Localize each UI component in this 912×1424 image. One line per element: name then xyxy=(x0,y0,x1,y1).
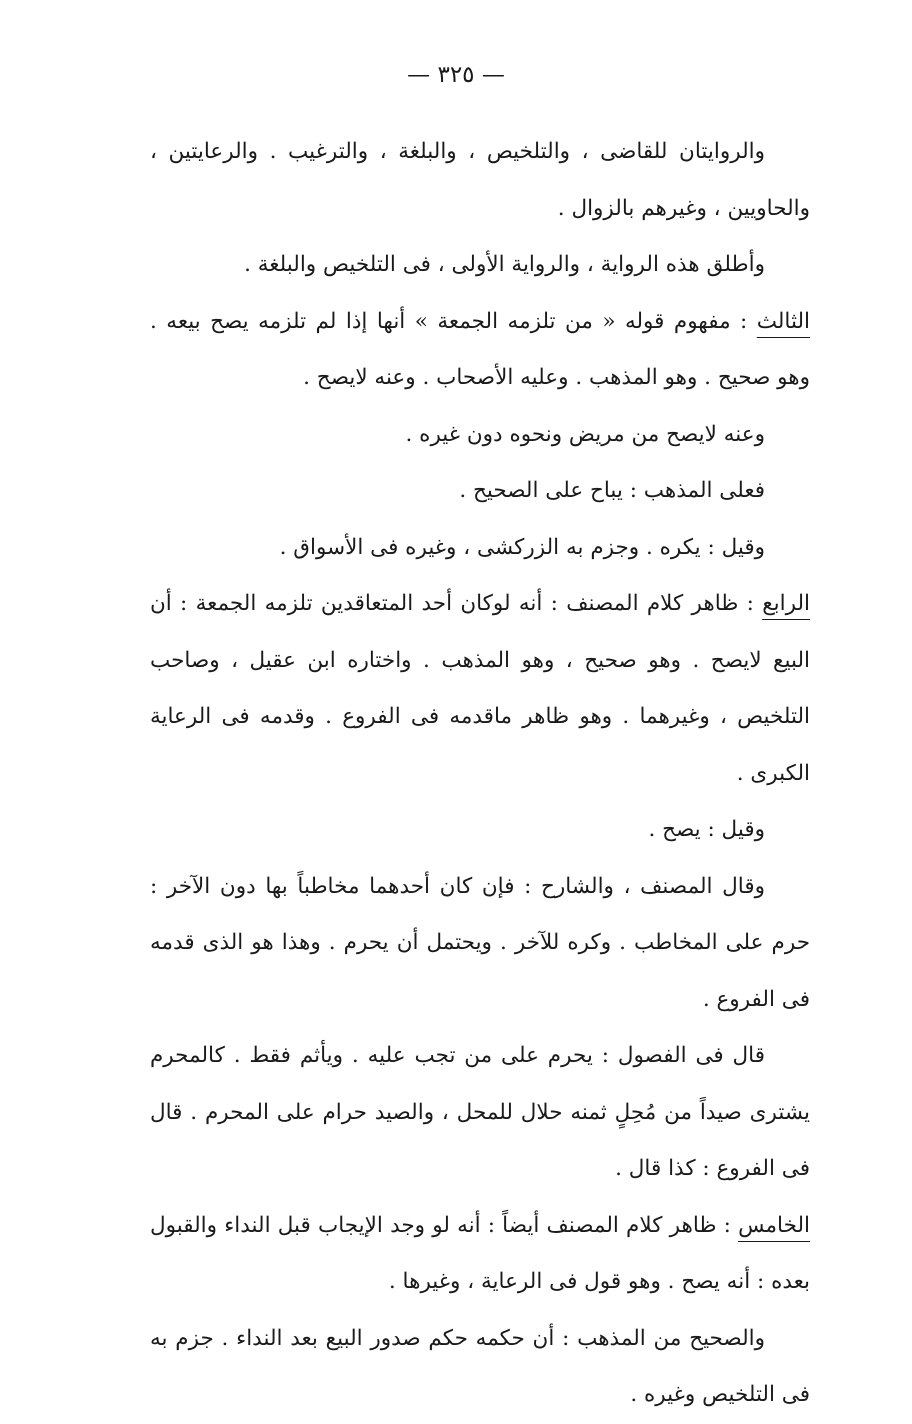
paragraph-text: وعنه لايصح من مريض ونحوه دون غيره . xyxy=(405,421,765,447)
paragraph-text: والصحيح من المذهب : أن حكمه حكم صدور البيع بعد النداء . جزم به فى التلخيص وغيره . xyxy=(150,1325,810,1407)
paragraph xyxy=(150,294,810,407)
paragraph-text: وقيل : يصح . xyxy=(648,817,765,842)
paragraph-text: فعلى المذهب : يباح على الصحيح . xyxy=(459,478,765,503)
paragraph-text: : ظاهر كلام المصنف أيضاً : أنه لو وجد الإيجاب قبل النداء والقبول بعده : أنه يصح . وهو قول فى الرعاية ، وغيرها . xyxy=(150,1212,810,1294)
paragraph xyxy=(150,576,810,802)
paragraph-text: وقال المصنف ، والشارح : فإن كان أحدهما مخاطباً بها دون الآخر : حرم على المخاطب . وكره للآخر . ويحتمل أن يحرم . وهذا هو الذى قدمه فى الفروع . xyxy=(150,873,810,1012)
body-text xyxy=(150,124,810,1424)
paragraph-text: : مفهوم قوله « من تلزمه الجمعة » أنها إذا لم تلزمه يصح بيعه . وهو صحيح . وهو المذهب . وعليه الأصحاب . وعنه لايصح . xyxy=(150,308,810,390)
page-number: — ٣٢٥ — xyxy=(407,62,505,88)
section-heading-fourth: الرابع xyxy=(762,591,810,616)
paragraph xyxy=(150,1198,810,1311)
paragraph xyxy=(150,237,810,294)
section-heading-fifth: الخامس xyxy=(738,1212,810,1238)
paragraph-text: وأطلق هذه الرواية ، والرواية الأولى ، فى التلخيص والبلغة . xyxy=(244,252,765,277)
paragraph-text: وقيل : يكره . وجزم به الزركشى ، وغيره فى الأسواق . xyxy=(279,534,765,560)
paragraph xyxy=(150,1311,810,1424)
paragraph-text: : ظاهر كلام المصنف : أنه لوكان أحد المتعاقدين تلزمه الجمعة : أن البيع لايصح . وهو صحيح ، وهو المذهب . واختاره ابن عقيل ، وصاحب التلخيص ، وغيرهما . وهو ظاهر ماقدمه فى الفروع . وقدمه فى الرعاية الكبرى . xyxy=(150,591,810,786)
paragraph-text: قال فى الفصول : يحرم على من تجب عليه . ويأثم فقط . كالمحرم يشترى صيداً من مُحِلٍ ثمنه حلال للمحل ، والصيد حرام على المحرم . قال فى الفروع : كذا قال . xyxy=(150,1043,810,1181)
paragraph xyxy=(150,520,810,577)
paragraph xyxy=(150,802,810,859)
paragraph-text: والروايتان للقاضى ، والتلخيص ، والبلغة ، والترغيب . والرعايتين ، والحاويين ، وغيرهم بالزوال . xyxy=(150,139,810,221)
section-heading-third: الثالث xyxy=(756,308,810,334)
paragraph xyxy=(150,463,810,520)
paragraph xyxy=(150,859,810,1029)
paragraph xyxy=(150,407,810,464)
paragraph xyxy=(150,124,810,237)
paragraph xyxy=(150,1028,810,1198)
